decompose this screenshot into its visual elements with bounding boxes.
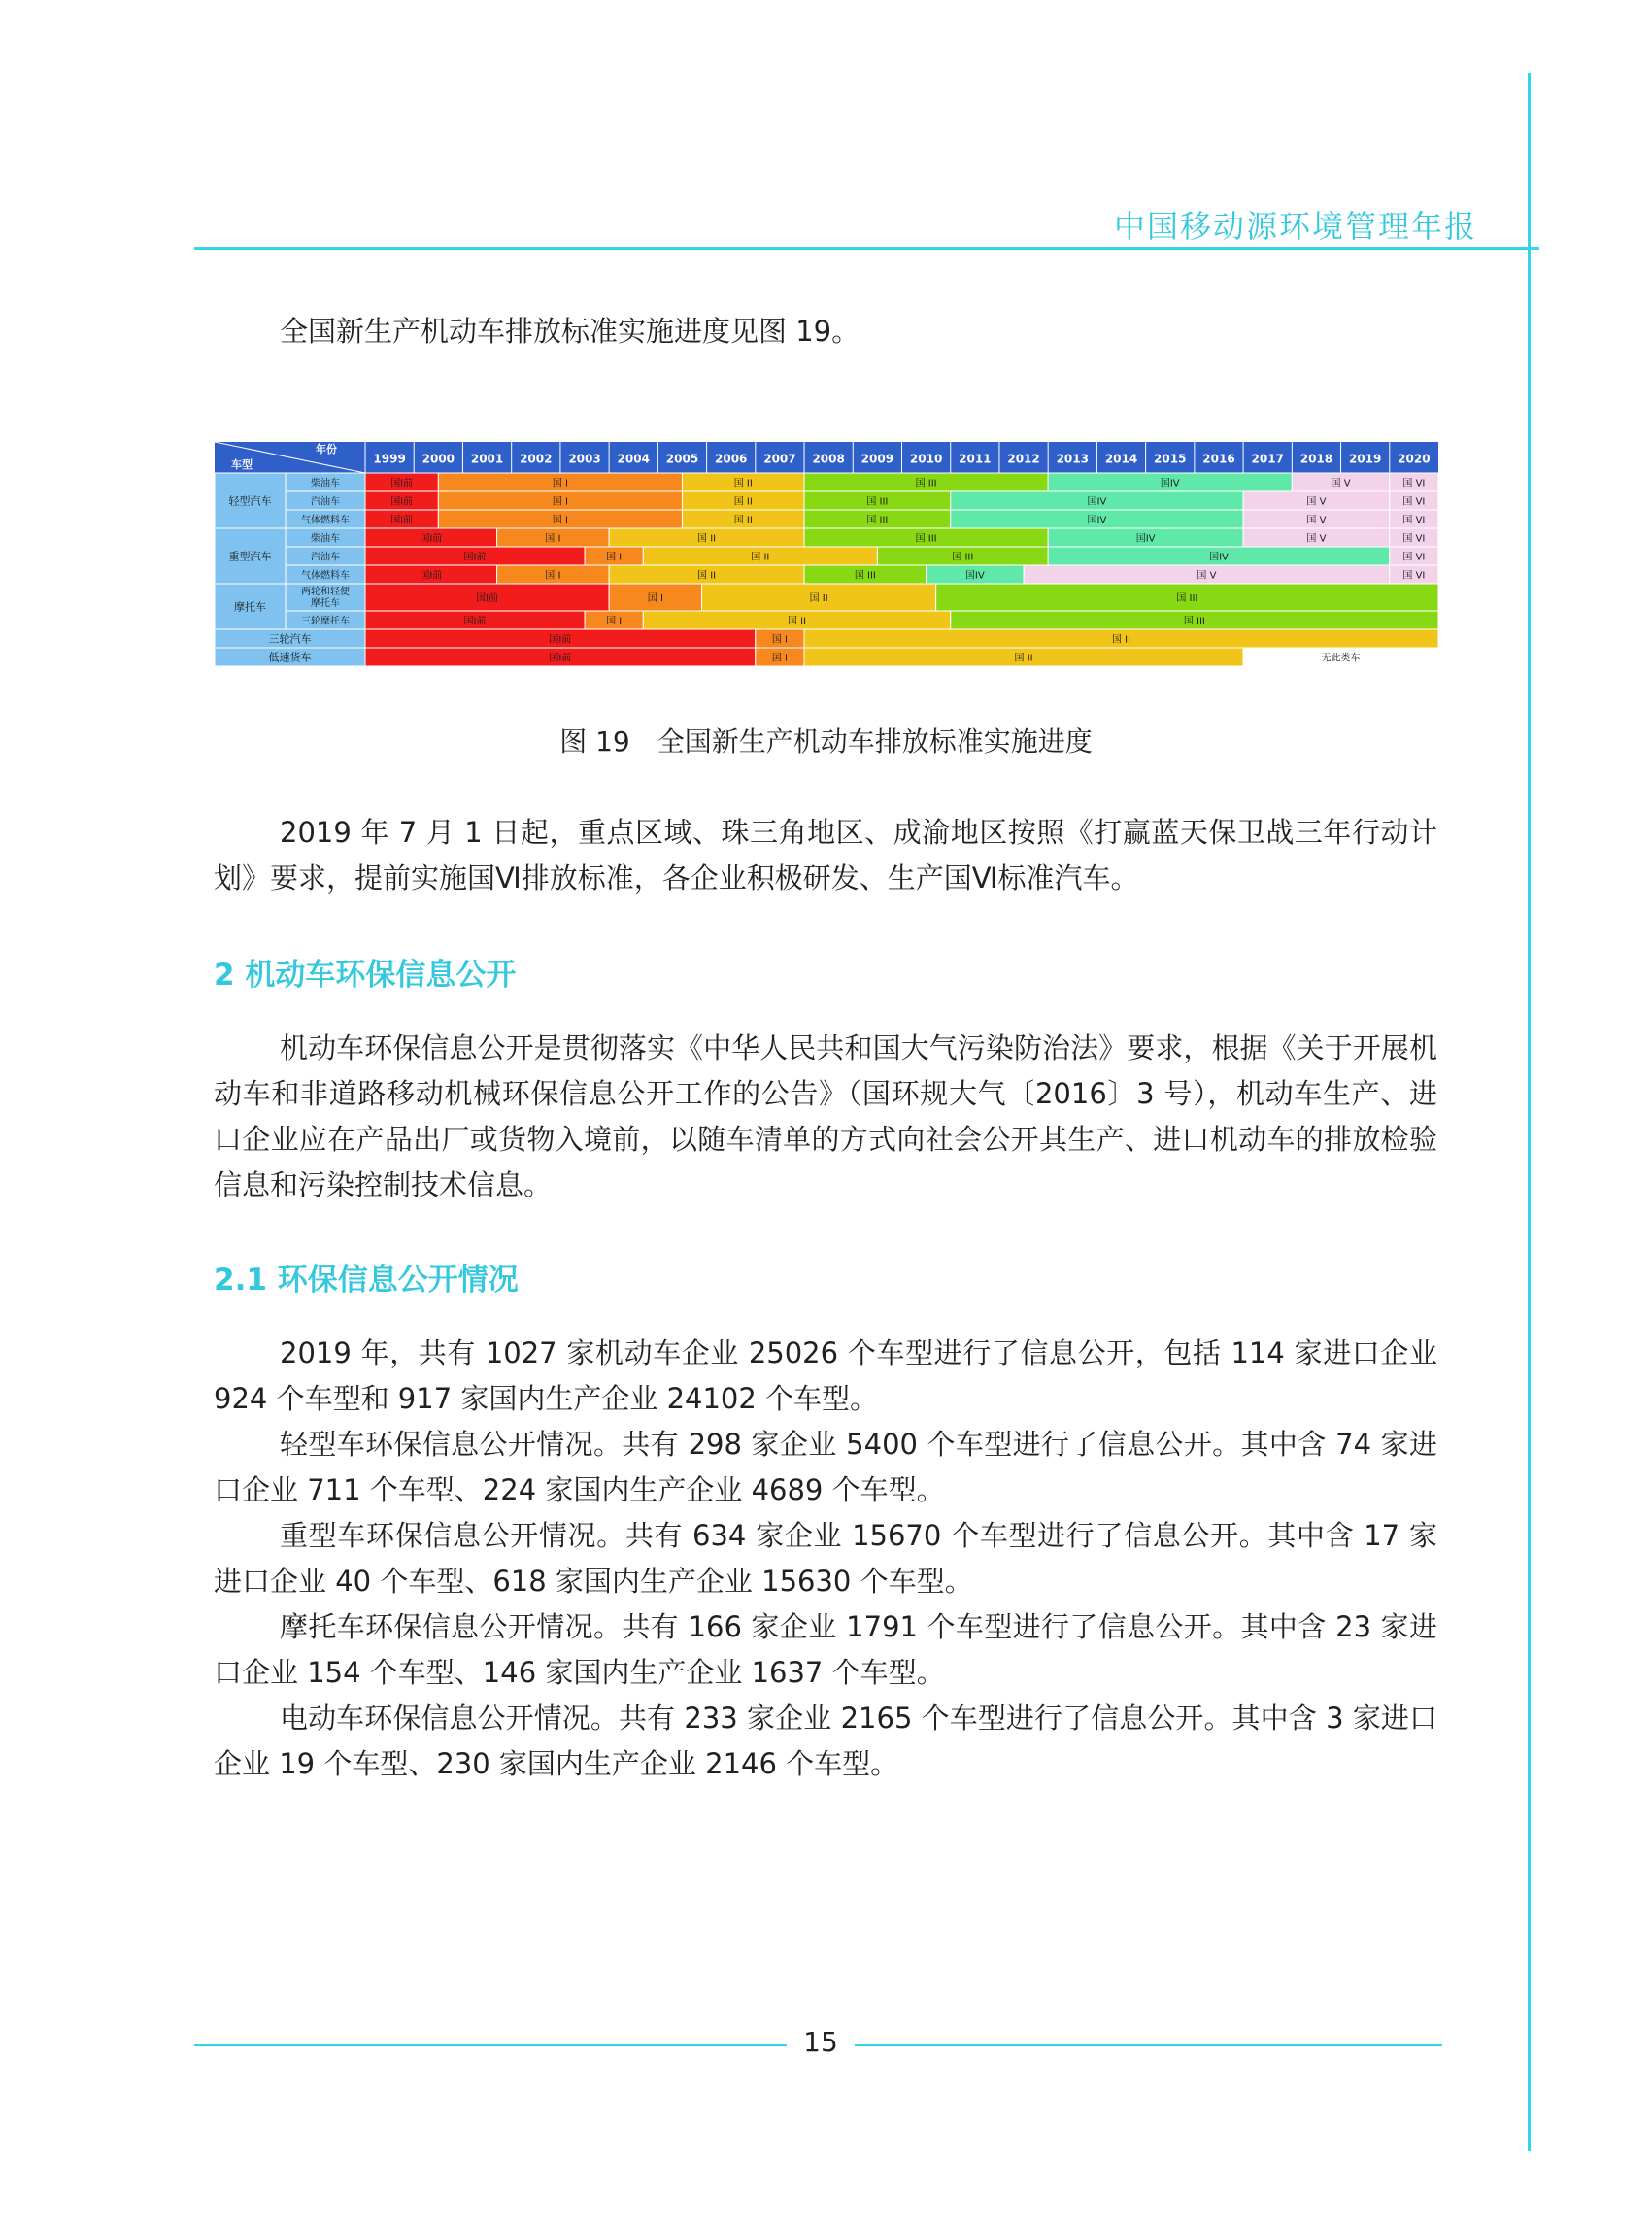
chart-segment-label: 国I前 <box>390 496 414 508</box>
chart-segment-label: 国 I <box>552 478 568 489</box>
chart-segment-label: 国 III <box>1183 616 1205 627</box>
chart-year-label: 1999 <box>373 452 406 466</box>
chart-segment-label: 国I前 <box>420 533 443 545</box>
chart-segment-label: 国 I <box>647 593 663 604</box>
section-heading-2-1: 2.1 环保信息公开情况 <box>214 1263 519 1298</box>
chart-year-label: 2016 <box>1202 452 1235 466</box>
chart-segment-label: 国 VI <box>1402 515 1426 526</box>
chart-group-label: 重型汽车 <box>228 550 272 563</box>
chart-group-label: 低速货车 <box>268 651 312 664</box>
chart-segment-label: 国 II <box>697 570 717 582</box>
chart-year-label: 2019 <box>1348 452 1382 466</box>
chart-year-label: 2002 <box>520 452 553 466</box>
figure-caption: 图 19 全国新生产机动车排放标准实施进度 <box>559 725 1093 758</box>
chart-year-label: 2011 <box>959 452 992 466</box>
paragraph-guo6-early: 2019 年 7 月 1 日起，重点区域、珠三角地区、成渝地区按照《打赢蓝天保卫战三年行动计划》要求，提前实施国Ⅵ排放标准，各企业积极研发、生产国Ⅵ标准汽车。 <box>214 816 1437 894</box>
chart-year-label: 2008 <box>812 452 845 466</box>
chart-segment-label: 国 I <box>552 515 568 526</box>
chart-segment-label: 国I前 <box>390 515 414 526</box>
chart-year-label: 2006 <box>715 452 748 466</box>
chart-year-label: 2001 <box>470 452 504 466</box>
footer-rule-right <box>855 2044 1442 2046</box>
chart-segment-label: 国 V <box>1306 533 1327 545</box>
chart-segment-label: 国 VI <box>1402 552 1426 563</box>
chart-segment-label: 国 II <box>733 478 753 489</box>
chart-year-label: 2000 <box>421 452 455 466</box>
chart-year-label: 2009 <box>860 452 894 466</box>
chart-year-label: 2010 <box>909 452 943 466</box>
chart-segment-label: 国 V <box>1197 570 1217 582</box>
chart-segment-label: 国 I <box>552 496 568 508</box>
chart-segment-label: 国 II <box>697 533 717 545</box>
chart-group-label: 三轮汽车 <box>268 632 312 646</box>
chart-segment-label: 国IV <box>1135 533 1156 545</box>
chart-segment-label: 国I前 <box>420 570 443 582</box>
chart-row-label: 汽油车 <box>311 496 340 508</box>
chart-segment-label: 国IV <box>964 570 985 582</box>
chart-segment-label: 国 III <box>866 515 889 526</box>
chart-segment-label: 国 V <box>1331 478 1351 489</box>
chart-segment-label: 国 I <box>545 533 561 545</box>
chart-segment-label: 国 I <box>606 616 623 627</box>
chart-segment-label: 国 VI <box>1402 533 1426 545</box>
section-heading-2: 2 机动车环保信息公开 <box>214 958 517 993</box>
chart-segment-label: 国 I <box>545 570 561 582</box>
paragraph-motorcycles: 摩托车环保信息公开情况。共有 166 家企业 1791 个车型进行了信息公开。其中含 23 家进口企业 154 个车型、146 家国内生产企业 1637 个车型。 <box>214 1610 1437 1689</box>
chart-year-label: 2018 <box>1299 452 1333 466</box>
paragraph-light-vehicles: 轻型车环保信息公开情况。共有 298 家企业 5400 个车型进行了信息公开。其中含 74 家进口企业 711 个车型、224 家国内生产企业 4689 个车型。 <box>214 1428 1437 1506</box>
chart-segment-label: 国I前 <box>390 478 414 489</box>
chart-segment-label: 国I前 <box>463 552 487 563</box>
chart-segment-label: 国 II <box>809 593 828 604</box>
chart-year-label: 2020 <box>1398 452 1431 466</box>
chart-segment-label: 国 III <box>866 496 889 508</box>
chart-corner-label-type: 车型 <box>231 458 253 471</box>
chart-year-label: 2012 <box>1007 452 1040 466</box>
intro-paragraph: 全国新生产机动车排放标准实施进度见图 19。 <box>280 315 860 348</box>
paragraph-info-disclosure: 机动车环保信息公开是贯彻落实《中华人民共和国大气污染防治法》要求，根据《关于开展机动车和非道路移动机械环保信息公开工作的公告》（国环规大气〔2016〕3 号），机动车生产、进口企业应在产品出厂或货物入境前，以随车清单的方式向社会公开其生产、进口机动车的排放检验信息和污染控制技术信息。 <box>214 1031 1437 1201</box>
chart-row-label: 汽油车 <box>311 552 340 563</box>
chart-row-label: 气体燃料车 <box>301 515 350 526</box>
footer-rule-left <box>194 2044 787 2046</box>
chart-segment-label: 国I前 <box>549 634 572 646</box>
chart-segment-label: 国 V <box>1306 515 1327 526</box>
chart-segment-label: 国 III <box>915 478 937 489</box>
chart-year-label: 2014 <box>1104 452 1138 466</box>
chart-segment-label: 国 III <box>1176 593 1198 604</box>
paragraph-overall-stats: 2019 年，共有 1027 家机动车企业 25026 个车型进行了信息公开，包括 114 家进口企业 924 个车型和 917 家国内生产企业 24102 个车型。 <box>214 1336 1437 1415</box>
paragraph-electric-vehicles: 电动车环保信息公开情况。共有 233 家企业 2165 个车型进行了信息公开。其中含 3 家进口企业 19 个车型、230 家国内生产企业 2146 个车型。 <box>214 1702 1437 1780</box>
chart-year-label: 2015 <box>1154 452 1187 466</box>
chart-segment-label: 国 II <box>733 496 753 508</box>
chart-segment-label: 无此类车 <box>1321 653 1361 664</box>
chart-segment-label: 国 III <box>854 570 876 582</box>
header-rule <box>194 247 1539 250</box>
chart-row-label: 柴油车 <box>311 533 340 545</box>
chart-segment-label: 国 III <box>952 552 974 563</box>
chart-year-label: 2017 <box>1251 452 1284 466</box>
chart-group-label: 摩托车 <box>234 600 266 614</box>
chart-segment-label: 国 V <box>1306 496 1327 508</box>
chart-segment-label: 国 I <box>771 634 789 646</box>
chart-year-label: 2007 <box>763 452 796 466</box>
chart-segment-label: 国 II <box>1111 634 1131 646</box>
chart-segment-label: 国 I <box>771 653 789 664</box>
running-header-title: 中国移动源环境管理年报 <box>1113 208 1477 245</box>
chart-segment-label: 国 II <box>751 552 770 563</box>
chart-year-label: 2004 <box>617 452 650 466</box>
chart-row-label: 气体燃料车 <box>301 570 350 582</box>
chart-segment-label: 国 II <box>1014 653 1033 664</box>
chart-segment-label: 国I前 <box>549 653 572 664</box>
chart-segment-label: 国 II <box>733 515 753 526</box>
page-number: 15 <box>803 2026 838 2058</box>
chart-segment-label: 国 I <box>606 552 623 563</box>
chart-year-label: 2005 <box>665 452 699 466</box>
right-margin-rule <box>1528 73 1531 2151</box>
chart-segment-label: 国 VI <box>1402 570 1426 582</box>
chart-segment-label: 国 III <box>915 533 937 545</box>
chart-group-label: 轻型汽车 <box>228 494 272 508</box>
chart-segment-label: 国 VI <box>1402 496 1426 508</box>
paragraph-heavy-vehicles: 重型车环保信息公开情况。共有 634 家企业 15670 个车型进行了信息公开。其中含 17 家进口企业 40 个车型、618 家国内生产企业 15630 个车型。 <box>214 1519 1437 1598</box>
chart-segment-label: 国IV <box>1209 552 1229 563</box>
chart-segment-label: 国IV <box>1087 496 1107 508</box>
chart-row-label: 摩托车 <box>311 598 340 609</box>
chart-segment-label: 国I前 <box>476 593 499 604</box>
chart-segment-label: 国 II <box>787 616 807 627</box>
chart-row-label: 两轮和轻便 <box>301 587 350 597</box>
chart-year-label: 2013 <box>1056 452 1089 466</box>
chart-segment-label: 国IV <box>1087 515 1107 526</box>
chart-year-label: 2003 <box>568 452 601 466</box>
chart-row-label: 三轮摩托车 <box>301 616 350 627</box>
chart-corner-label-year: 年份 <box>316 443 337 455</box>
chart-segment-label: 国IV <box>1160 478 1180 489</box>
chart-segment-label: 国I前 <box>463 616 487 627</box>
emission-standard-timeline-chart <box>215 442 1438 668</box>
chart-row-label: 柴油车 <box>311 478 340 489</box>
chart-segment-label: 国 VI <box>1402 478 1426 489</box>
